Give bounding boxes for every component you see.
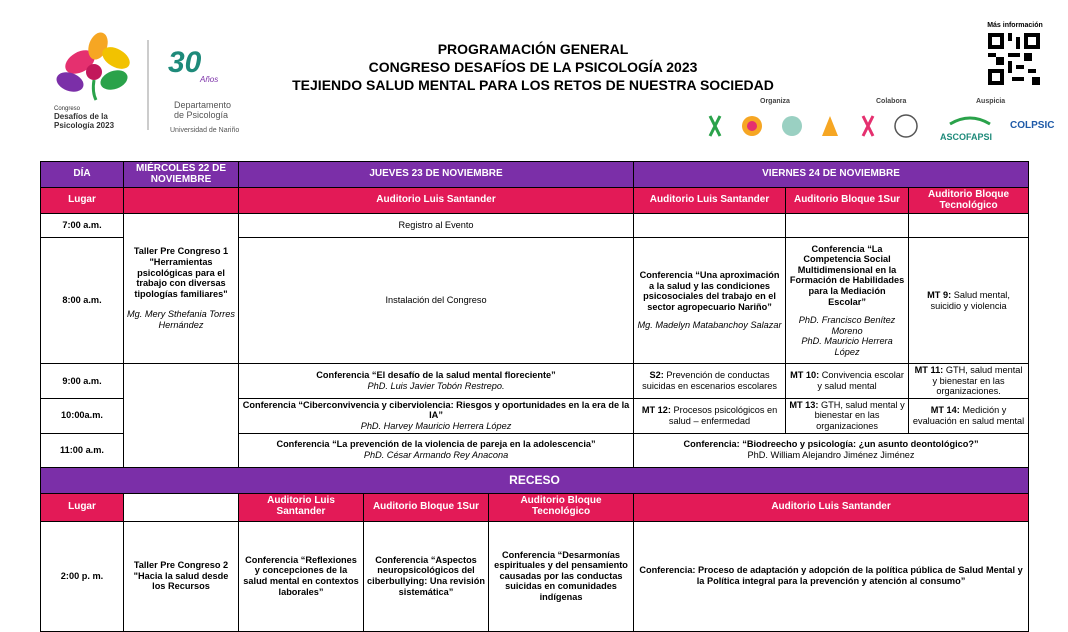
friday-place-bt: Auditorio Bloque Tecnológico: [909, 188, 1029, 214]
svg-text:Desafíos de la: Desafíos de la: [54, 112, 108, 121]
schedule-table: [40, 161, 1029, 632]
conference-title: Conferencia: “Biodreecho y psicología: ¿un asunto deontológico?”: [683, 439, 979, 450]
mt9-cell: MT 9: Salud mental, suicidio y violencia: [909, 238, 1029, 364]
svg-text:Universidad de Nariño: Universidad de Nariño: [170, 127, 240, 134]
recess-row: [41, 467, 1029, 493]
svg-text:ASCOFAPSI: ASCOFAPSI: [940, 132, 993, 142]
place-header-row-2: [41, 493, 1029, 521]
wednesday-place: [124, 493, 239, 521]
conference-author: PhD. Luis Javier Tobón Restrepo.: [367, 380, 505, 391]
conference-floreciente-cell: [239, 364, 634, 399]
conference-title: Conferencia “El desafío de la salud mental floreciente”: [316, 370, 556, 381]
conference-title: Conferencia “La Competencia Social Multidimensional en la Formación de Habilidades para la Mediación Escolar”: [789, 243, 905, 307]
thursday-place: Auditorio Luis Santander: [239, 188, 634, 214]
page-title: [260, 40, 806, 94]
conference-pareja-cell: [239, 433, 634, 467]
workshop-2-cell: Taller Pre Congreso 2 "Hacia la salud desde los Recursos: [124, 521, 239, 631]
mt14-cell: MT 14: Medición y evaluación en salud mental: [909, 398, 1029, 433]
place-header: Lugar: [41, 493, 124, 521]
organiza-label: Organiza: [760, 98, 790, 105]
wednesday-place: [124, 188, 239, 214]
conference-title: Conferencia “Ciberconvivencia y ciberviolencia: Riesgos y oportunidades en la era de la IA”: [242, 399, 630, 421]
empty-cell: [634, 214, 786, 238]
s2-cell: S2: Prevención de conductas suicidas en escenarios escolares: [634, 364, 786, 399]
conference-aspectos-cell: Conferencia “Aspectos neuropsicológicos del ciberbullying: Una revisión sistemática”: [364, 521, 489, 631]
conference-competencia-cell: [786, 238, 909, 364]
thursday-place-bt: Auditorio Bloque Tecnológico: [489, 493, 634, 521]
schedule-row-900: [41, 364, 1029, 399]
place-header-row: [41, 188, 1029, 214]
time-cell: 9:00 a.m.: [41, 364, 124, 399]
time-cell: 8:00 a.m.: [41, 238, 124, 364]
brain-logo-icon: [895, 115, 917, 137]
mental-health-logo-icon: [782, 116, 802, 136]
conference-reflexiones-cell: Conferencia “Reflexiones y concepciones de la salud mental en contextos laborales”: [239, 521, 364, 631]
day-header: DÍA: [41, 162, 124, 188]
time-cell: 10:00a.m.: [41, 398, 124, 433]
partner-logos: [700, 110, 1055, 146]
workshop-1-title: Taller Pre Congreso 1 "Herramientas psicológicas para el trabajo con diversas tipologías familiares": [133, 246, 229, 299]
empty-cell: [124, 364, 239, 468]
schedule-row-200: [41, 521, 1029, 631]
conference-desarmonias-cell: Conferencia “Desarmonías espirituales y del pensamiento causadas por las conductas suicidas en comunidades indígenas: [489, 521, 634, 631]
friday-place-ls: Auditorio Luis Santander: [634, 493, 1029, 521]
recess-banner: RECESO: [41, 467, 1029, 493]
conference-author: Mg. Madelyn Matabanchoy Salazar: [637, 320, 782, 331]
mt12-cell: MT 12: Procesos psicológicos en salud – enfermedad: [634, 398, 786, 433]
colabora-label: Colabora: [876, 98, 907, 105]
wednesday-header: MIÉRCOLES 22 DE NOVIEMBRE: [124, 162, 239, 188]
svg-text:COLPSIC: COLPSIC: [1010, 120, 1055, 131]
friday-place-b1s: Auditorio Bloque 1Sur: [786, 188, 909, 214]
title-line-1: PROGRAMACIÓN GENERAL: [437, 41, 629, 57]
title-line-2: CONGRESO DESAFÍOS DE LA PSICOLOGÍA 2023: [368, 59, 698, 75]
thursday-place-ls: Auditorio Luis Santander: [239, 493, 364, 521]
time-cell: 7:00 a.m.: [41, 214, 124, 238]
conference-ciber-cell: [239, 398, 634, 433]
sinapsis-logo-icon: [822, 116, 838, 136]
workshop-1-author: Mg. Mery Sthefania Torres Hernández: [127, 309, 235, 330]
qr-code-icon[interactable]: [988, 33, 1040, 85]
colpsic-logo-icon: [1010, 120, 1054, 131]
svg-text:Psicología 2023: Psicología 2023: [54, 121, 115, 130]
conference-title: Conferencia “Una aproximación a la salud y las condiciones psicosociales del trabajo en el sector agropecuario Nariño”: [639, 270, 780, 312]
thursday-header: JUEVES 23 DE NOVIEMBRE: [239, 162, 634, 188]
psychology-health-logo-icon: [742, 116, 762, 136]
friday-header: VIERNES 24 DE NOVIEMBRE: [634, 162, 1029, 188]
workshop-1-cell: [124, 214, 239, 364]
mt10-cell: MT 10: Convivencia escolar y salud mental: [786, 364, 909, 399]
friday-place-ls: Auditorio Luis Santander: [634, 188, 786, 214]
flower-logo-icon: [54, 30, 134, 100]
congress-logo: [40, 22, 260, 142]
conference-salud-cell: [634, 238, 786, 364]
svg-text:Años: Años: [200, 75, 219, 84]
conference-author: PhD. Mauricio Herrera López: [801, 336, 893, 357]
title-line-3: TEJIENDO SALUD MENTAL PARA LOS RETOS DE NUESTRA SOCIEDAD: [292, 77, 774, 93]
conference-author: PhD. César Armando Rey Anacona: [363, 450, 509, 461]
registration-cell: Registro al Evento: [239, 214, 634, 238]
conference-author: PhD. Francisco Benítez Moreno: [798, 315, 896, 336]
mt13-cell: MT 13: GTH, salud mental y bienestar en las organizaciones: [786, 398, 909, 433]
conference-title: Conferencia “La prevención de la violencia de pareja en la adolescencia”: [276, 439, 596, 450]
svg-text:30: 30: [168, 46, 202, 79]
ascofapsi-logo-icon: [940, 118, 992, 142]
conference-author: PhD. Harvey Mauricio Herrera López: [360, 420, 512, 431]
conference-proceso-cell: Conferencia: Proceso de adaptación y adopción de la política pública de Salud Mental y la Política integral para la prevención y atención al consumo”: [634, 521, 1029, 631]
place-header: Lugar: [41, 188, 124, 214]
time-cell: 11:00 a.m.: [41, 433, 124, 467]
svg-text:de Psicología: de Psicología: [174, 110, 229, 120]
empty-cell: [909, 214, 1029, 238]
installation-cell: Instalación del Congreso: [239, 238, 634, 364]
conference-author: PhD. William Alejandro Jiménez Jiménez: [747, 450, 915, 461]
conference-bio-cell: [634, 433, 1029, 467]
svg-text:Congreso: Congreso: [54, 106, 81, 112]
auspicia-label: Auspicia: [976, 98, 1006, 105]
svg-text:Departamento: Departamento: [174, 100, 232, 110]
empty-cell: [786, 214, 909, 238]
time-cell: 2:00 p. m.: [41, 521, 124, 631]
day-header-row: [41, 162, 1029, 188]
thursday-place-b1s: Auditorio Bloque 1Sur: [364, 493, 489, 521]
more-info-label: Más información: [987, 22, 1043, 29]
schedule-row-700: [41, 214, 1029, 238]
x-logo-icon: [710, 116, 720, 136]
mt11-cell: MT 11: GTH, salud mental y bienestar en las organizaciones.: [909, 364, 1029, 399]
cinefi-logo-icon: [863, 116, 873, 136]
